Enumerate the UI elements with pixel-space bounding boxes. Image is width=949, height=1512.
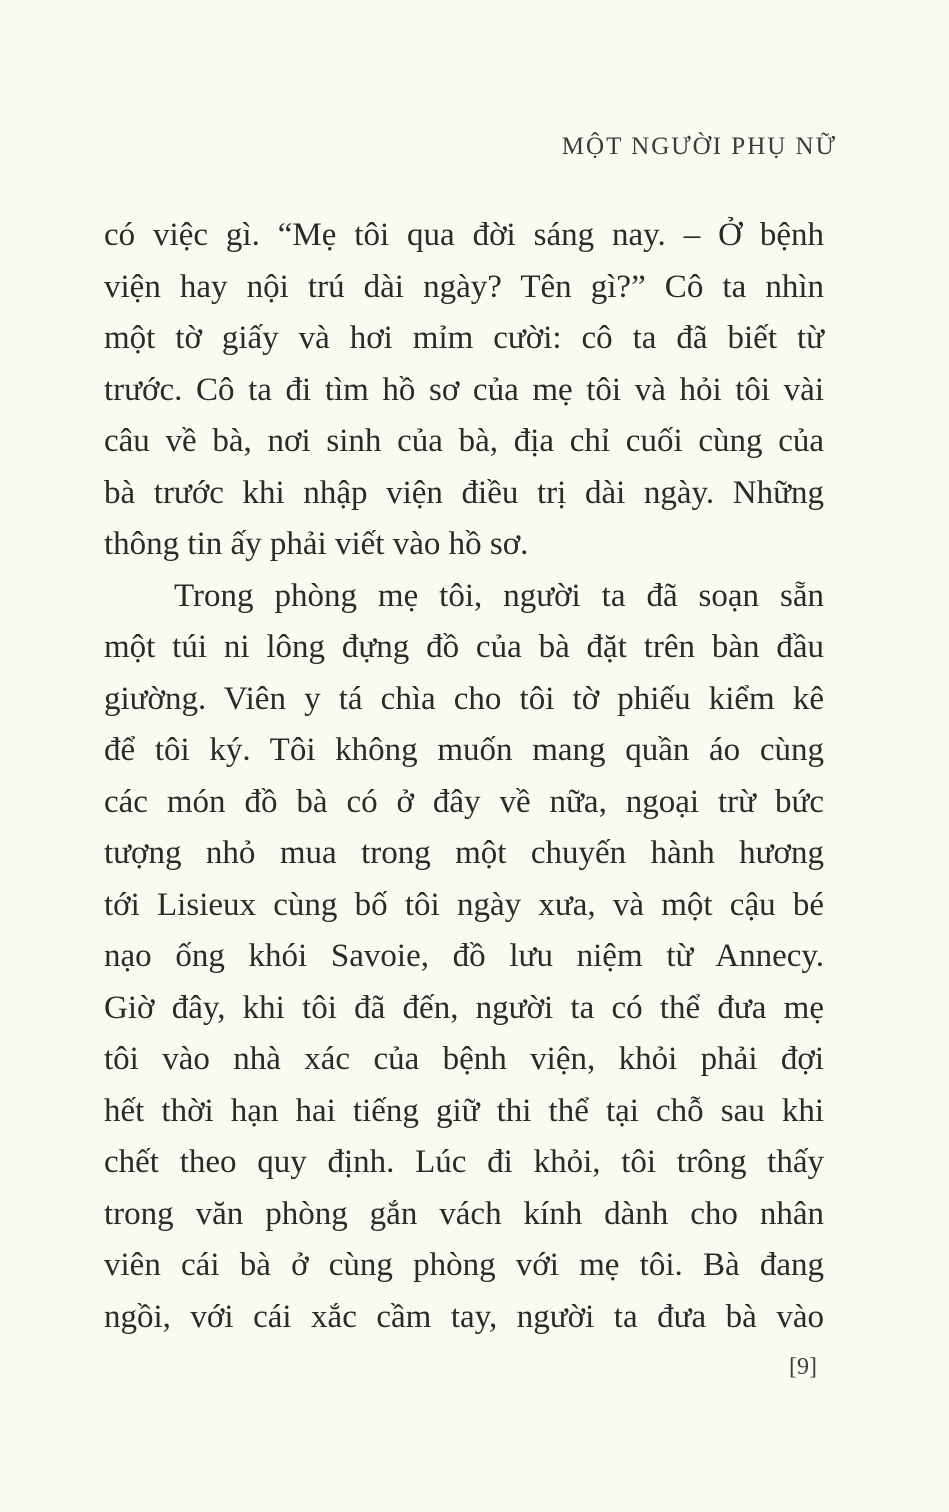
text-line: để tôi ký. Tôi không muốn mang quần áo cùng [104,732,824,768]
text-line: Giờ đây, khi tôi đã đến, người ta có thể đưa mẹ [104,989,824,1026]
text-line: nạo ống khói Savoie, đồ lưu niệm từ Annecy. [104,938,824,974]
text-line: hết thời hạn hai tiếng giữ thi thể tại chỗ sau khi [104,1092,824,1129]
text-line: câu về bà, nơi sinh của bà, địa chỉ cuối cùng của [104,423,824,459]
text-line: viên cái bà ở cùng phòng với mẹ tôi. Bà đang [104,1247,824,1283]
text-line: một tờ giấy và hơi mỉm cười: cô ta đã biết từ [104,320,824,356]
text-line: trước. Cô ta đi tìm hồ sơ của mẹ tôi và hỏi tôi vài [104,371,824,408]
text-line: tượng nhỏ mua trong một chuyến hành hương [104,835,824,871]
text-line: tới Lisieux cùng bố tôi ngày xưa, và một cậu bé [104,886,824,923]
text-line: các món đồ bà có ở đây về nữa, ngoại trừ bức [104,783,824,820]
text-line: giường. Viên y tá chìa cho tôi tờ phiếu kiểm kê [104,680,824,717]
running-head: MỘT NGƯỜI PHỤ NỮ [561,133,837,160]
body-text [104,210,824,1343]
text-line: thông tin ấy phải viết vào hồ sơ. [104,526,529,562]
text-line: một túi ni lông đựng đồ của bà đặt trên bàn đầu [104,629,824,665]
text-line: trong văn phòng gắn vách kính dành cho nhân [104,1195,824,1232]
text-line: bà trước khi nhập viện điều trị dài ngày. Những [104,474,824,511]
text-line: Trong phòng mẹ tôi, người ta đã soạn sẵn [174,577,824,614]
text-line: viện hay nội trú dài ngày? Tên gì?” Cô ta nhìn [104,268,824,305]
text-line: có việc gì. “Mẹ tôi qua đời sáng nay. – Ở bệnh [104,217,824,253]
page-number: [9] [789,1354,817,1380]
text-line: ngồi, với cái xắc cầm tay, người ta đưa bà vào [104,1298,824,1335]
text-line: chết theo quy định. Lúc đi khỏi, tôi trông thấy [104,1144,824,1180]
text-line: tôi vào nhà xác của bệnh viện, khỏi phải đợi [104,1041,824,1077]
